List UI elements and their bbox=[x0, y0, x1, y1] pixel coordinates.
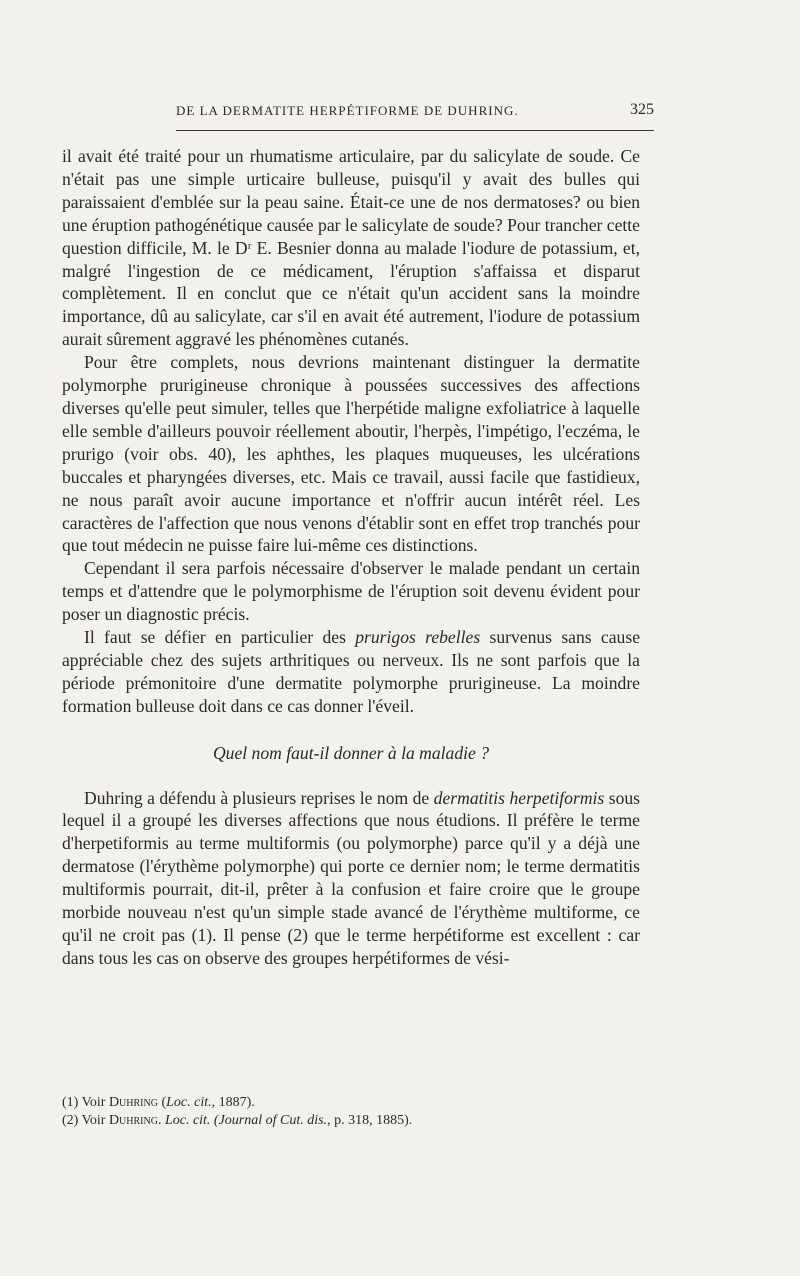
running-title: DE LA DERMATITE HERPÉTIFORME DE DUHRING. bbox=[176, 103, 519, 118]
paragraph: Cependant il sera parfois nécessaire d'observer le malade pendant un certain temps et d'attendre que le polymorphisme de l'éruption soit devenu évident pour poser un diagnostic précis. bbox=[62, 558, 640, 625]
author-name: Duhring bbox=[108, 1113, 158, 1128]
text-run: Voir bbox=[81, 1095, 109, 1110]
footnote bbox=[62, 1112, 640, 1130]
text-run: , 1887). bbox=[211, 1095, 255, 1110]
text-run: , p. 318, 1885). bbox=[327, 1113, 413, 1128]
paragraph: il avait été traité pour un rhumatisme articulaire, par du salicylate de soude. Ce n'était pas une simple urticaire bulleuse, puisqu'il y avait des bulles qui paraissaient d'emblée sur la peau saine. Était-ce une de nos dermatoses? ou bien une éruption pathogénétique causée par le salicylate de soude? Pour trancher cette question difficile, M. le Dʳ E. Besnier donna au malade l'iodure de potassium, et, malgré l'ingestion de ce médicament, l'éruption s'affaissa et disparut complètement. Il en conclut que ce n'était qu'un accident sans la moindre importance, dû au salicylate, car s'il en avait été autrement, l'iodure de potassium aurait sûrement aggravé les phénomènes cutanés. bbox=[62, 146, 640, 350]
footnote-mark: (2) bbox=[62, 1113, 79, 1128]
italic-phrase: dermatitis herpetiformis bbox=[433, 787, 605, 808]
text-run: sous lequel il a groupé les diverses affections que nous étudions. Il préfère le terme d'herpetiformis au terme multiformis (ou polymorphe) parce qu'il y a déjà une dermatose (l'érythème polymorphe) qui porte ce dernier nom; le terme dermatitis multiformis pourrait, dit-il, prêter à la confusion et faire croire que le groupe morbide nouveau n'est qu'un simple stade avancé de l'érythème multiforme, ce qu'il ne croit pas (1). Il pense (2) que le terme herpétiforme est excellent : car dans tous les cas on observe des groupes herpétiformes de vési- bbox=[62, 787, 641, 968]
section-heading: Quel nom faut-il donner à la maladie ? bbox=[212, 742, 490, 763]
text-run: Duhring a défendu à plusieurs reprises le nom de bbox=[84, 787, 434, 808]
header-rule bbox=[176, 130, 654, 131]
footnote bbox=[62, 1094, 640, 1112]
author-name: Duhring bbox=[108, 1095, 158, 1110]
footnotes bbox=[62, 1094, 640, 1130]
text-run: ( bbox=[157, 1095, 167, 1110]
italic-phrase: Loc. cit. (Journal of Cut. dis. bbox=[164, 1113, 328, 1128]
paragraph: Pour être complets, nous devrions maintenant distinguer la dermatite polymorphe prurigineuse chronique à poussées successives des affections diverses qu'elle peut simuler, telles que l'herpétide maligne exfoliatrice à laquelle elle semble d'ailleurs pouvoir réellement aboutir, l'herpès, l'impétigo, l'eczéma, le prurigo (voir obs. 40), les aphthes, les plaques muqueuses, les ulcérations buccales et pharyngées diverses, etc. Mais ce travail, aussi facile que fastidieux, ne nous paraît avoir aucune importance et n'offrir aucun intérêt réel. Les caractères de l'affection que nous venons d'établir sont en effet trop tranchés pour que tout médecin ne puisse faire lui-même ces distinctions. bbox=[62, 352, 640, 556]
text-run: Il faut se défier en particulier des bbox=[84, 627, 356, 648]
italic-phrase: Loc. cit. bbox=[166, 1095, 212, 1110]
footnote-mark: (1) bbox=[62, 1095, 79, 1110]
text-run: . bbox=[157, 1113, 165, 1128]
page-number: 325 bbox=[630, 101, 654, 118]
paragraph bbox=[62, 787, 640, 970]
main-text bbox=[62, 145, 640, 970]
italic-phrase: prurigos rebelles bbox=[355, 627, 481, 648]
paragraph bbox=[62, 626, 640, 718]
text-run: Voir bbox=[81, 1113, 109, 1128]
text-run: survenus sans cause appréciable chez des sujets arthritiques ou nerveux. Ils ne sont parfois que la période prémonitoire d'une dermatite polymorphe prurigineuse. La moindre formation bulleuse doit dans ce cas donner l'éveil. bbox=[62, 627, 640, 716]
